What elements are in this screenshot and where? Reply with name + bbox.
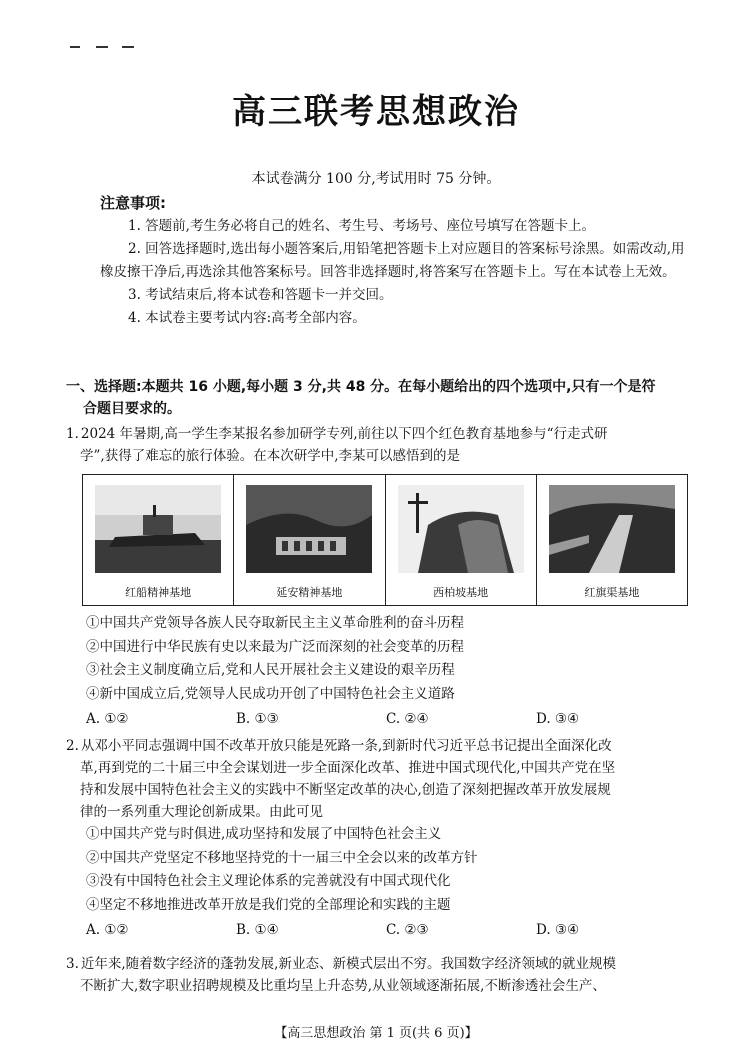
notice-list [100, 215, 690, 330]
notice-item: 2. 回答选择题时,选出每小题答案后,用铅笔把答题卡上对应题目的答案标号涂黑。如需改动,用橡皮擦干净后,再选涂其他答案标号。回答非选择题时,将答案写在答题卡上。写在本试卷上无效。 [100, 241, 685, 280]
answer-statement: ②中国共产党坚定不移地坚持党的十一届三中全会以来的改革方针 [86, 849, 478, 866]
choice-b: B. ①④ [236, 922, 279, 938]
question-stem: 近年来,随着数字经济的蓬勃发展,新业态、新模式层出不穷。我国数字经济领域的就业规模 [80, 956, 616, 972]
question-stem: 持和发展中国特色社会主义的实践中不断坚定改革的决心,创造了深刻把握改革开放发展规 [80, 782, 611, 798]
red-boat-photo [95, 485, 221, 573]
answer-statement: ③社会主义制度确立后,党和人民开展社会主义建设的艰辛历程 [86, 662, 455, 678]
notice-item: 1. 答题前,考生务必将自己的姓名、考生号、考场号、座位号填写在答题卡上。 [128, 218, 595, 234]
question-number: 1. [66, 426, 79, 442]
answer-statement: ①中国共产党与时俱进,成功坚持和发展了中国特色社会主义 [86, 826, 442, 842]
page-footer: 【高三思想政治 第 1 页(共 6 页)】 [274, 1026, 478, 1041]
question-1 [66, 423, 698, 467]
photo-table [82, 474, 688, 606]
question-stem: 学”,获得了难忘的旅行体验。在本次研学中,李某可以感悟到的是 [80, 448, 460, 464]
top-dash-mark [96, 46, 108, 48]
section-heading-line: 合题目要求的。 [83, 401, 181, 417]
question-stem: 不断扩大,数字职业招聘规模及比重均呈上升态势,从业领域逐渐拓展,不断渗透社会生产、 [80, 978, 606, 994]
question-3 [66, 953, 698, 997]
answer-statement: ②中国进行中华民族有史以来最为广泛而深刻的社会变革的历程 [86, 638, 464, 655]
choice-c: C. ②④ [386, 711, 429, 727]
question-number: 2. [66, 738, 79, 754]
choice-d: D. ③④ [536, 922, 580, 938]
question-stem: 律的一系列重大理论创新成果。由此可见 [80, 804, 323, 820]
notice-heading: 注意事项: [100, 194, 166, 212]
question-stem: 从邓小平同志强调中国不改革开放只能是死路一条,到新时代习近平总书记提出全面深化改 [80, 738, 612, 754]
notice-item: 4. 本试卷主要考试内容:高考全部内容。 [128, 310, 366, 326]
photo-caption: 红旗渠基地 [584, 586, 640, 599]
choice-d: D. ③④ [536, 711, 580, 727]
question-stem: 2024 年暑期,高一学生李某报名参加研学专列,前往以下四个红色教育基地参与“行走式研 [80, 426, 608, 442]
choice-c: C. ②③ [386, 922, 429, 938]
question-stem: 革,再到党的二十届三中全会谋划进一步全面深化改革、推进中国式现代化,中国共产党在坚 [80, 760, 616, 776]
question-2 [66, 735, 698, 941]
yanan-photo [246, 485, 372, 573]
photo-caption: 红船精神基地 [125, 586, 192, 599]
choice-a: A. ①② [86, 711, 129, 727]
choice-a: A. ①② [86, 922, 129, 938]
answer-statement: ④坚定不移地推进改革开放是我们党的全部理论和实践的主题 [86, 896, 451, 913]
photo-caption: 延安精神基地 [276, 586, 343, 599]
xibaipo-photo [398, 485, 524, 573]
question-number: 3. [66, 956, 79, 972]
exam-title: 高三联考思想政治 [232, 92, 520, 132]
answer-choices [66, 708, 698, 730]
top-dash-mark [122, 46, 134, 48]
section-heading [66, 376, 696, 420]
photo-cell [234, 475, 385, 605]
answer-choices [66, 919, 698, 941]
photo-cell [537, 475, 687, 605]
photo-cell [386, 475, 537, 605]
choice-b: B. ①③ [236, 711, 279, 727]
exam-subtitle: 本试卷满分 100 分,考试用时 75 分钟。 [251, 171, 501, 187]
question-1-options [66, 612, 698, 730]
photo-cell [83, 475, 234, 605]
section-heading-line: 一、选择题:本题共 16 小题,每小题 3 分,共 48 分。在每小题给出的四个选项中,只有一个是符 [66, 379, 656, 395]
answer-statement: ③没有中国特色社会主义理论体系的完善就没有中国式现代化 [86, 873, 451, 889]
top-dash-mark [70, 46, 80, 48]
photo-caption: 西柏坡基地 [433, 586, 489, 599]
answer-statement: ④新中国成立后,党领导人民成功开创了中国特色社会主义道路 [86, 685, 455, 702]
hongqiqu-photo [549, 485, 675, 573]
answer-statement: ①中国共产党领导各族人民夺取新民主主义革命胜利的奋斗历程 [86, 615, 464, 631]
notice-item: 3. 考试结束后,将本试卷和答题卡一并交回。 [128, 287, 393, 303]
